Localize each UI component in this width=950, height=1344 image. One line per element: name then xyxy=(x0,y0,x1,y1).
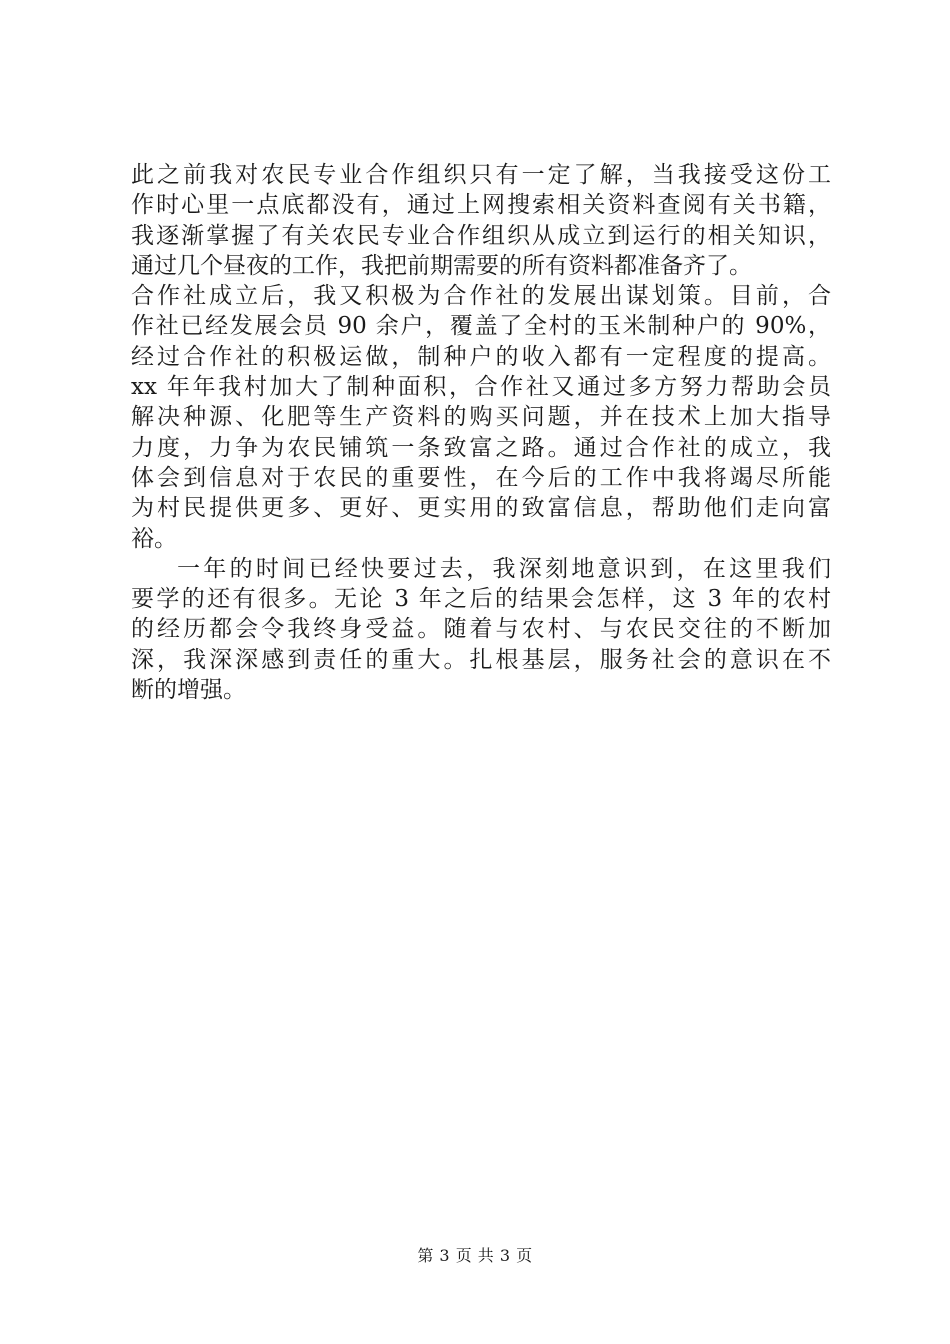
text-line: 的经历都会令我终身受益。随着与农村、与农民交往的不断加 xyxy=(131,616,831,643)
text-line: 我逐渐掌握了有关农民专业合作组织从成立到运行的相关知识， xyxy=(131,222,831,249)
text-line: 通过几个昼夜的工作，我把前期需要的所有资料都准备齐了。 xyxy=(131,252,752,279)
text-line: 一年的时间已经快要过去，我深刻地意识到，在这里我们 xyxy=(177,555,831,582)
text-line: 作时心里一点底都没有，通过上网搜索相关资料查阅有关书籍， xyxy=(131,192,831,219)
page-number-label: 第 3 页 共 3 页 xyxy=(417,1246,533,1265)
text-line: 断的增强。 xyxy=(131,677,246,704)
paragraph-1 xyxy=(131,160,831,554)
text-line: 体会到信息对于农民的重要性，在今后的工作中我将竭尽所能 xyxy=(131,464,831,491)
text-line: 为村民提供更多、更好、更实用的致富信息，帮助他们走向富 xyxy=(131,495,831,522)
text-line: 此之前我对农民专业合作组织只有一定了解，当我接受这份工 xyxy=(131,162,831,188)
text-line: 合作社成立后，我又积极为合作社的发展出谋划策。目前，合 xyxy=(131,283,831,310)
body-text xyxy=(131,160,831,705)
text-line: xx 年年我村加大了制种面积，合作社又通过多方努力帮助会员 xyxy=(131,374,831,401)
page-footer xyxy=(0,1243,950,1266)
text-line: 深，我深深感到责任的重大。扎根基层，服务社会的意识在不 xyxy=(131,646,831,673)
text-line: 力度，力争为农民铺筑一条致富之路。通过合作社的成立，我 xyxy=(131,434,831,461)
text-line: 要学的还有很多。无论 3 年之后的结果会怎样，这 3 年的农村 xyxy=(131,586,831,613)
text-line: 裕。 xyxy=(131,525,177,552)
text-line: 作社已经发展会员 90 余户，覆盖了全村的玉米制种户的 90%， xyxy=(131,313,831,340)
paragraph-2 xyxy=(131,554,831,705)
text-line: 经过合作社的积极运做，制种户的收入都有一定程度的提高。 xyxy=(131,343,831,370)
text-line: 解决种源、化肥等生产资料的购买问题，并在技术上加大指导 xyxy=(131,404,831,431)
